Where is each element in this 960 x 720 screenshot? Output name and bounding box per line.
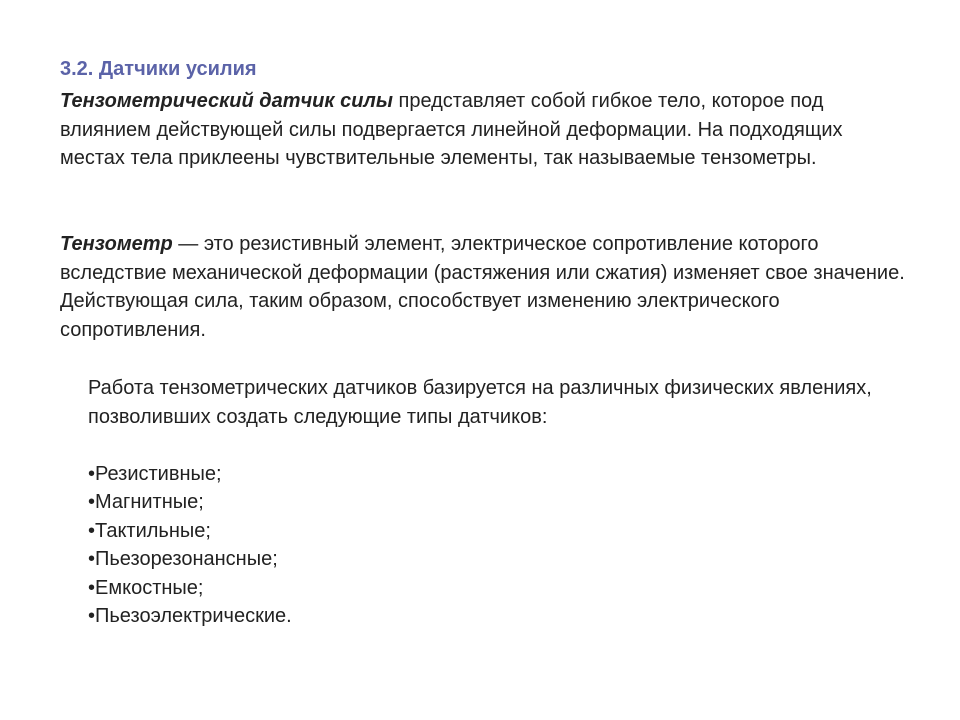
paragraph-strain-gauge xyxy=(60,230,910,344)
bullet-icon: • xyxy=(88,605,96,627)
bullet-icon: • xyxy=(88,491,96,513)
list-item: •Магнитные; xyxy=(88,491,204,513)
term-force-sensor: Тензометрический датчик силы xyxy=(60,90,393,112)
bullet-icon: • xyxy=(88,548,96,570)
sensor-types-block xyxy=(88,374,908,631)
term-strain-gauge: Тензометр xyxy=(60,233,173,255)
list-item: •Пьезорезонансные; xyxy=(88,548,278,570)
section-heading: 3.2. Датчики усилия xyxy=(60,58,257,80)
list-item: •Емкостные; xyxy=(88,576,204,599)
bullet-icon: • xyxy=(88,576,96,599)
list-item: •Пьезоэлектрические. xyxy=(88,605,292,627)
bullet-icon: • xyxy=(88,519,96,542)
paragraph-strain-gauge-text: — это резистивный элемент, электрическое сопротивление которого вследствие механической деформации (растяжения или сжатия) изменяет свое значение. Действующая сила, таким образом, способствует изменению электрического сопротивления. xyxy=(60,233,905,341)
bullet-icon: • xyxy=(88,462,96,485)
list-item: •Тактильные; xyxy=(88,519,211,542)
list-item: •Резистивные; xyxy=(88,462,222,485)
sensor-types-intro: Работа тензометрических датчиков базируется на различных физических явлениях, позволивших создать следующие типы датчиков: xyxy=(88,377,872,428)
paragraph-force-sensor-text: представляет собой гибкое тело, которое под влиянием действующей силы подвергается линейной деформации. На подходящих местах тела приклеены чувствительные элементы, так называемые тензометры. xyxy=(60,90,843,169)
sensor-types-list xyxy=(88,460,908,631)
paragraph-force-sensor xyxy=(60,87,910,173)
